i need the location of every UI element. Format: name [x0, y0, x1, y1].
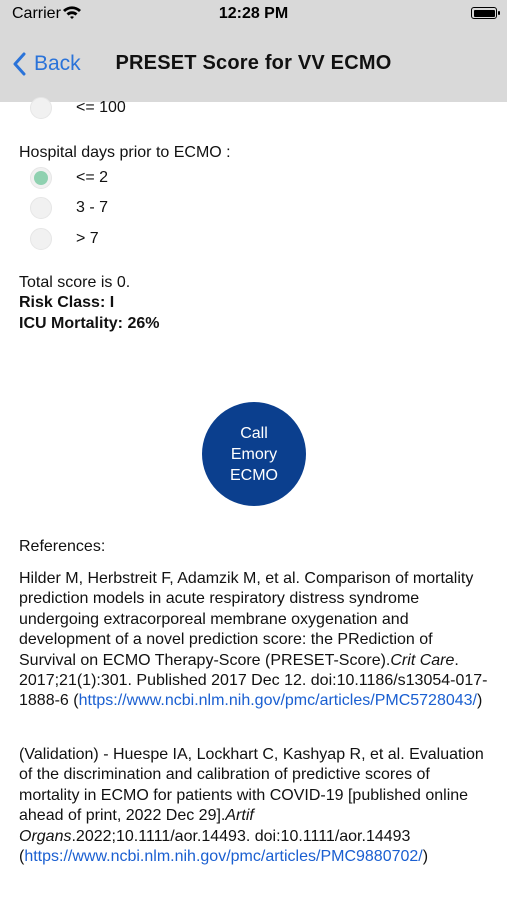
status-bar — [0, 0, 507, 28]
call-emory-ecmo-button[interactable] — [202, 402, 306, 506]
option-row-le2[interactable] — [30, 167, 108, 189]
carrier-label: Carrier — [12, 5, 61, 22]
radio-button[interactable] — [30, 197, 52, 219]
scroll-content[interactable] — [0, 99, 507, 900]
reference-text: . 2017;21(1):301. Published 2017 Dec 12. doi:10.1186/s13054-017-1888-6 ( — [19, 651, 488, 710]
back-label: Back — [34, 52, 81, 75]
reference-text: Hilder M, Herbstreit F, Adamzik M, et al. Comparison of mortality prediction models in acute respiratory distress syndrome undergoing extracorporeal membrane oxygenation and development of a novel prediction score: the PRediction of Survival on ECMO Therapy-Score (PRESET-Score). — [19, 570, 474, 669]
call-label-line2: Emory — [230, 445, 278, 463]
option-row-3-7[interactable] — [30, 197, 108, 219]
reference-1 — [19, 569, 489, 712]
reference-text: (Validation) - Huespe IA, Lockhart C, Kashyap R, et al. Evaluation of the discrimination and calibration of predictive scores of mortality in ECMO for patients with COVID-19 [published online ahead of print, 2022 Dec 29]. — [19, 746, 484, 825]
option-row-gt7[interactable] — [30, 228, 99, 250]
radio-button[interactable] — [30, 228, 52, 250]
radio-button[interactable] — [30, 97, 52, 119]
call-label-line1: Call — [240, 424, 268, 442]
option-label: <= 2 — [76, 169, 109, 186]
reference-text: ) — [422, 848, 429, 866]
reference-2 — [19, 745, 489, 867]
page-title: PRESET Score for VV ECMO — [115, 52, 392, 74]
question-label: Hospital days prior to ECMO : — [19, 144, 231, 161]
reference-link[interactable]: https://www.ncbi.nlm.nih.gov/pmc/articles/PMC9880702/ — [24, 848, 423, 866]
status-time: 12:28 PM — [218, 5, 289, 22]
reference-link[interactable]: https://www.ncbi.nlm.nih.gov/pmc/articles/PMC5728043/ — [78, 692, 477, 710]
navigation-bar — [0, 28, 507, 102]
journal-name: Artif Organs — [19, 807, 254, 845]
option-label: 3 - 7 — [76, 199, 109, 216]
radio-button-selected[interactable] — [30, 167, 52, 189]
option-label: <= 100 — [76, 99, 126, 116]
option-label: > 7 — [76, 230, 99, 247]
icu-mortality: ICU Mortality: 26% — [19, 315, 160, 332]
battery-icon — [471, 7, 497, 19]
option-row[interactable] — [30, 97, 126, 119]
references-heading: References: — [19, 538, 106, 555]
reference-text: ) — [477, 692, 483, 710]
journal-name: Crit Care — [390, 651, 455, 669]
call-label-line3: ECMO — [230, 466, 278, 484]
risk-class: Risk Class: I — [19, 294, 115, 311]
total-score: Total score is 0. — [19, 274, 131, 291]
reference-text: .2022;10.1111/aor.14493. doi:10.1111/aor.14493 ( — [19, 827, 411, 866]
